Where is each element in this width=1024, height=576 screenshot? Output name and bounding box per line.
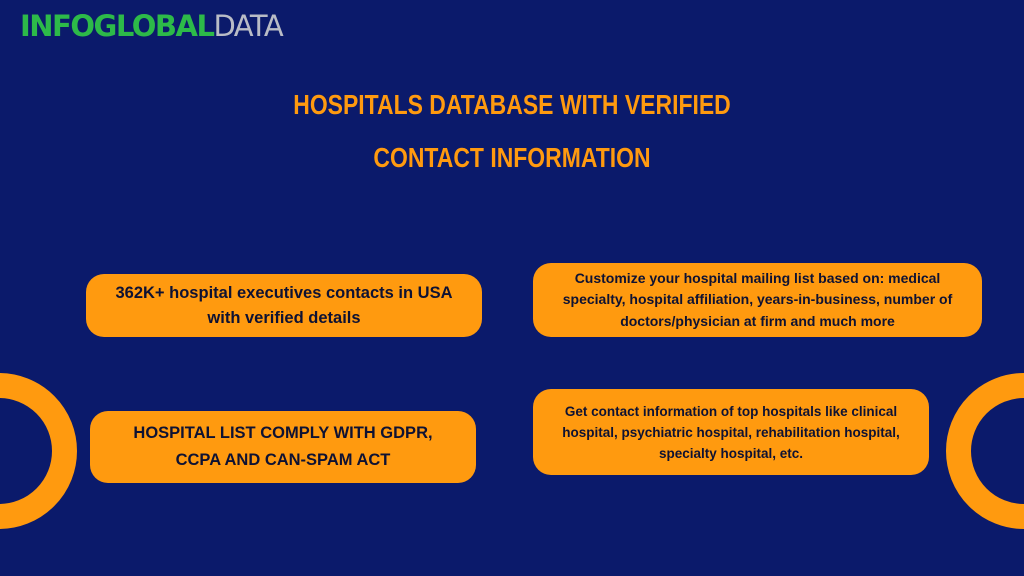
contacts-card: [86, 274, 482, 337]
compliance-card: [90, 411, 476, 483]
top-hospitals-card-line2: hospital, psychiatric hospital, rehabilitation hospital,: [562, 424, 900, 440]
top-hospitals-card-line3: specialty hospital, etc.: [658, 445, 804, 461]
headline-line1: HOSPITALS DATABASE WITH VERIFIED: [293, 89, 731, 120]
customize-card: [533, 263, 982, 337]
customize-card-line2: specialty, hospital affiliation, years-in-business, number of: [562, 291, 953, 308]
headline-line2: CONTACT INFORMATION: [373, 142, 651, 173]
top-hospitals-card-line1: Get contact information of top hospitals like clinical: [564, 403, 898, 419]
brand-logo-part1: INFOGLOBAL: [20, 9, 214, 43]
top-hospitals-card: [533, 389, 929, 475]
contacts-card-line2: with verified details: [207, 308, 361, 327]
page-headline: [92, 78, 932, 184]
contacts-card-line1: 362K+ hospital executives contacts in USA: [115, 283, 453, 302]
brand-logo-part2: DATA: [213, 9, 283, 43]
decorative-ring-right: [946, 373, 1024, 529]
customize-card-line3: doctors/physician at firm and much more: [620, 312, 895, 329]
brand-logo: [20, 8, 282, 44]
customize-card-line1: Customize your hospital mailing list based on: medical: [574, 269, 941, 286]
compliance-card-line2: CCPA AND CAN-SPAM ACT: [175, 451, 391, 469]
compliance-card-line1: HOSPITAL LIST COMPLY WITH GDPR,: [133, 424, 433, 442]
decorative-ring-left: [0, 373, 77, 529]
